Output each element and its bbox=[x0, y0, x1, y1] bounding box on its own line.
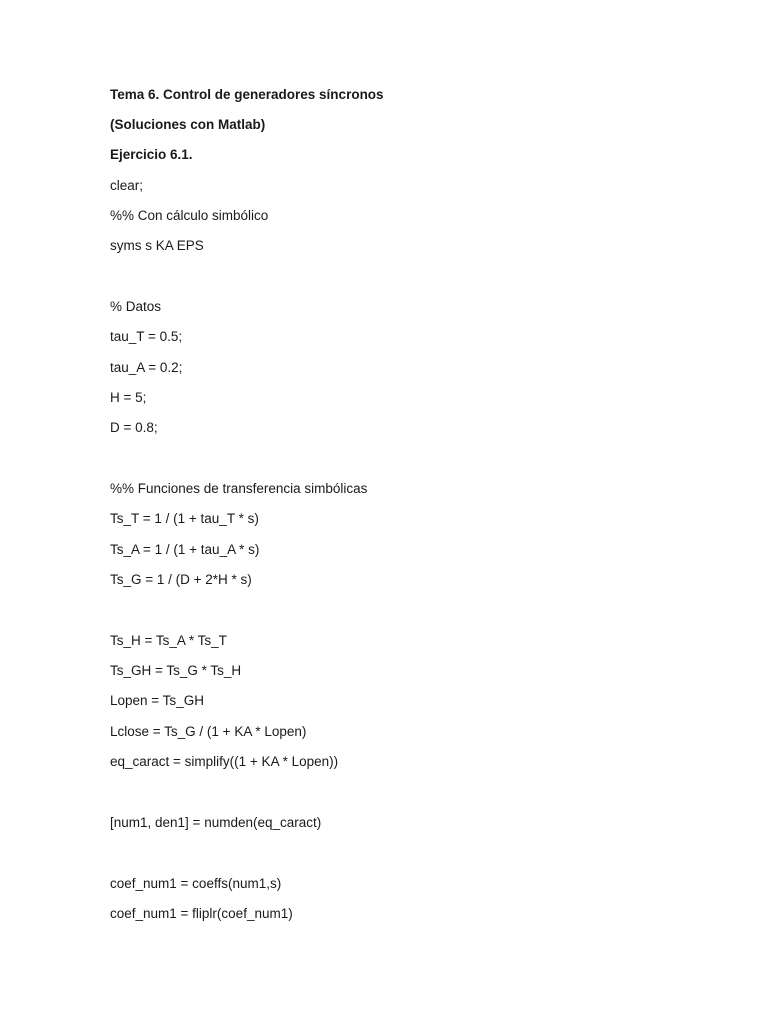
code-line: eq_caract = simplify((1 + KA * Lopen)) bbox=[110, 754, 339, 769]
code-line: clear; bbox=[110, 178, 144, 193]
document-subtitle: (Soluciones con Matlab) bbox=[110, 117, 266, 132]
code-line: tau_A = 0.2; bbox=[110, 360, 183, 375]
code-line: Lclose = Ts_G / (1 + KA * Lopen) bbox=[110, 724, 307, 739]
code-line: H = 5; bbox=[110, 390, 147, 405]
code-line: %% Con cálculo simbólico bbox=[110, 208, 269, 223]
code-line: Lopen = Ts_GH bbox=[110, 693, 204, 708]
code-line: %% Funciones de transferencia simbólicas bbox=[110, 481, 368, 496]
code-line: Ts_A = 1 / (1 + tau_A * s) bbox=[110, 542, 260, 557]
code-line: tau_T = 0.5; bbox=[110, 329, 183, 344]
code-line: Ts_G = 1 / (D + 2*H * s) bbox=[110, 572, 252, 587]
code-line: coef_num1 = coeffs(num1,s) bbox=[110, 876, 282, 891]
exercise-heading: Ejercicio 6.1. bbox=[110, 147, 193, 162]
code-line: coef_num1 = fliplr(coef_num1) bbox=[110, 906, 293, 921]
code-line: % Datos bbox=[110, 299, 162, 314]
code-line: Ts_H = Ts_A * Ts_T bbox=[110, 633, 227, 648]
code-line: Ts_T = 1 / (1 + tau_T * s) bbox=[110, 511, 259, 526]
document-title: Tema 6. Control de generadores síncronos bbox=[110, 87, 384, 102]
code-line: syms s KA EPS bbox=[110, 238, 204, 253]
code-line: Ts_GH = Ts_G * Ts_H bbox=[110, 663, 242, 678]
code-line: [num1, den1] = numden(eq_caract) bbox=[110, 815, 322, 830]
code-line: D = 0.8; bbox=[110, 420, 158, 435]
